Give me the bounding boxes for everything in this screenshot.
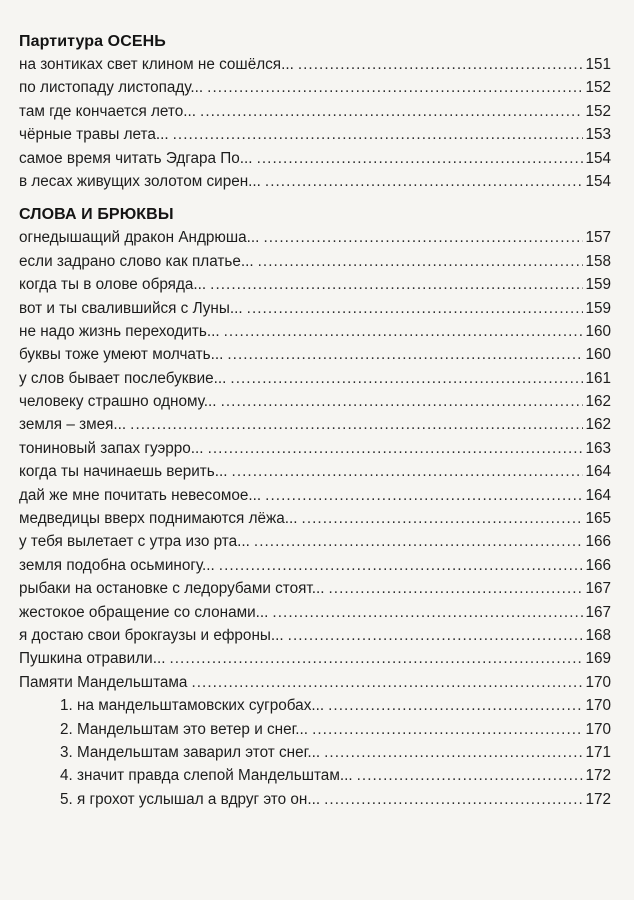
toc-subentry xyxy=(19,741,611,764)
toc-entry-page: 162 xyxy=(585,393,611,411)
toc-entry-title: медведицы вверх поднимаются лёжа... xyxy=(19,510,298,528)
dot-leader xyxy=(210,273,583,296)
dot-leader xyxy=(328,577,583,600)
toc-entry xyxy=(19,100,611,123)
toc-entry xyxy=(19,76,611,99)
toc-entry-page: 164 xyxy=(585,486,611,504)
toc-entry-title: земля подобна осьминогу... xyxy=(19,556,215,574)
dot-leader xyxy=(263,226,583,249)
toc-entry-page: 166 xyxy=(585,533,611,551)
toc-entry-title: жестокое обращение со слонами... xyxy=(19,603,269,621)
toc-subentry-page: 172 xyxy=(585,790,611,808)
toc-entry-title: не надо жизнь переходить... xyxy=(19,322,220,340)
toc-entry-title: человеку страшно одному... xyxy=(19,393,217,411)
toc-entry-page: 165 xyxy=(585,510,611,528)
dot-leader xyxy=(169,647,583,670)
toc-entry-page: 162 xyxy=(585,416,611,434)
toc-entry-page: 152 xyxy=(585,79,611,97)
toc-entry-title: я достаю свои брокгаузы и ефроны... xyxy=(19,626,284,644)
toc-entry xyxy=(19,226,611,249)
toc-entry-page: 151 xyxy=(585,56,611,73)
dot-leader xyxy=(258,250,583,273)
toc-subentry-page: 171 xyxy=(585,743,611,761)
toc-subentry-title: 5. я грохот услышал а вдруг это он... xyxy=(60,790,321,808)
toc-entry-page: 160 xyxy=(585,322,611,340)
dot-leader xyxy=(298,53,583,76)
toc-entry-page: 152 xyxy=(585,102,611,120)
dot-leader xyxy=(173,123,583,146)
toc-subentry-page: 170 xyxy=(585,720,611,738)
dot-leader xyxy=(254,530,583,553)
toc-entry xyxy=(19,297,611,320)
toc-entry-title: Пушкина отравили... xyxy=(19,650,166,668)
toc-subentry xyxy=(19,694,611,717)
toc-entry xyxy=(19,53,611,76)
toc-entry-page: 160 xyxy=(585,346,611,364)
toc-entry xyxy=(19,390,611,413)
dot-leader xyxy=(227,343,583,366)
toc-entry-page: 159 xyxy=(585,299,611,317)
toc-entry-title: когда ты в олове обряда... xyxy=(19,276,207,294)
section-title: Партитура ОСЕНЬ xyxy=(19,33,166,50)
toc-entry-title: земля – змея... xyxy=(19,416,127,434)
dot-leader xyxy=(219,554,583,577)
toc-entry xyxy=(19,460,611,483)
toc-entry-title: рыбаки на остановке с ледорубами стоят... xyxy=(19,580,325,598)
toc-entry-title: буквы тоже умеют молчать... xyxy=(19,346,224,364)
dot-leader xyxy=(328,694,583,717)
section-title: СЛОВА И БРЮКВЫ xyxy=(19,206,174,224)
dot-leader xyxy=(312,718,583,741)
toc-entry-title: когда ты начинаешь верить... xyxy=(19,463,228,481)
toc-entry-page: 159 xyxy=(585,276,611,294)
toc-entry-page: 154 xyxy=(585,149,611,167)
table-of-contents xyxy=(19,31,611,811)
dot-leader xyxy=(288,624,583,647)
toc-entry xyxy=(19,647,611,670)
toc-subentry xyxy=(19,764,611,787)
toc-entry-page: 158 xyxy=(585,252,611,270)
toc-entry-page: 170 xyxy=(585,673,611,691)
toc-entry xyxy=(19,671,611,694)
dot-leader xyxy=(208,437,583,460)
toc-entry-title: там где кончается лето... xyxy=(19,102,197,120)
dot-leader xyxy=(357,764,583,787)
toc-entry xyxy=(19,554,611,577)
toc-entry-page: 166 xyxy=(585,556,611,574)
toc-entry xyxy=(19,343,611,366)
toc-entry-title: дай же мне почитать невесомое... xyxy=(19,486,262,504)
toc-subentry xyxy=(19,718,611,741)
dot-leader xyxy=(272,601,583,624)
dot-leader xyxy=(324,741,583,764)
dot-leader xyxy=(247,297,583,320)
toc-subentry-page: 170 xyxy=(585,697,611,715)
toc-entry-title: у тебя вылетает с утра изо рта... xyxy=(19,533,250,551)
toc-entry-page: 153 xyxy=(585,126,611,144)
toc-subentry-page: 172 xyxy=(585,767,611,785)
toc-entry xyxy=(19,147,611,170)
dot-leader xyxy=(302,507,583,530)
toc-entry xyxy=(19,123,611,146)
toc-entry xyxy=(19,484,611,507)
toc-subentry-title: 4. значит правда слепой Мандельштам... xyxy=(60,767,353,785)
toc-entry xyxy=(19,367,611,390)
dot-leader xyxy=(200,100,583,123)
dot-leader xyxy=(191,671,583,694)
toc-entry-title: чёрные травы лета... xyxy=(19,126,169,144)
toc-entry-title: огнедышащий дракон Андрюша... xyxy=(19,229,260,247)
dot-leader xyxy=(230,367,583,390)
toc-entry-page: 167 xyxy=(585,603,611,621)
toc-entry xyxy=(19,577,611,600)
toc-entry xyxy=(19,624,611,647)
dot-leader xyxy=(265,484,583,507)
toc-entry-title: если задрано слово как платье... xyxy=(19,252,254,270)
dot-leader xyxy=(224,320,583,343)
dot-leader xyxy=(257,147,583,170)
toc-entry-page: 168 xyxy=(585,626,611,644)
toc-entry-title: на зонтиках свет клином не сошёлся... xyxy=(19,56,294,73)
dot-leader xyxy=(130,413,583,436)
toc-entry xyxy=(19,507,611,530)
toc-entry-title: вот и ты свалившийся с Луны... xyxy=(19,299,243,317)
toc-entry-title: у слов бывает послебуквие... xyxy=(19,369,227,387)
toc-entry xyxy=(19,273,611,296)
toc-entry xyxy=(19,413,611,436)
toc-entry-title: самое время читать Эдгара По... xyxy=(19,149,253,167)
toc-subentry-title: 2. Мандельштам это ветер и снег... xyxy=(60,720,309,738)
toc-entry-title: тониновый запах гуэрро... xyxy=(19,439,204,457)
dot-leader xyxy=(324,788,583,811)
toc-entry xyxy=(19,320,611,343)
toc-entry-title: в лесах живущих золотом сирен... xyxy=(19,172,261,190)
toc-entry xyxy=(19,601,611,624)
toc-entry xyxy=(19,170,611,193)
toc-entry xyxy=(19,250,611,273)
toc-subentry xyxy=(19,788,611,811)
toc-subentry-title: 1. на мандельштамовских сугробах... xyxy=(60,697,325,715)
toc-entry-page: 169 xyxy=(585,650,611,668)
dot-leader xyxy=(221,390,583,413)
toc-entry-page: 167 xyxy=(585,580,611,598)
dot-leader xyxy=(232,460,583,483)
toc-entry-page: 157 xyxy=(585,229,611,247)
toc-entry-page: 164 xyxy=(585,463,611,481)
toc-entry-page: 163 xyxy=(585,439,611,457)
dot-leader xyxy=(265,170,583,193)
toc-entry xyxy=(19,437,611,460)
toc-subentry-title: 3. Мандельштам заварил этот снег... xyxy=(60,743,321,761)
toc-entry-page: 161 xyxy=(585,369,611,387)
toc-entry xyxy=(19,530,611,553)
toc-entry-page: 154 xyxy=(585,172,611,190)
toc-entry-title: по листопаду листопаду... xyxy=(19,79,204,97)
dot-leader xyxy=(207,76,583,99)
toc-entry-title: Памяти Мандельштама xyxy=(19,673,188,691)
